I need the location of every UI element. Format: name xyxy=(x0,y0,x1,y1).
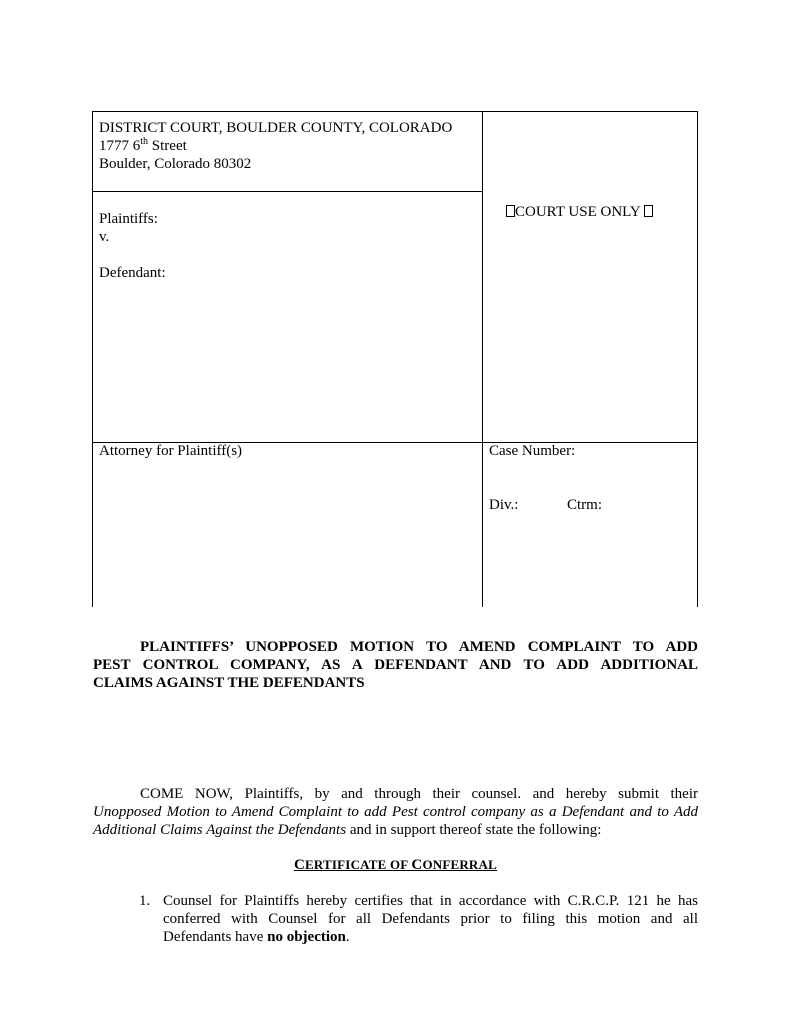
list-item-number: 1. xyxy=(139,893,151,909)
parties xyxy=(99,210,166,282)
attorney-label: Attorney for Plaintiff(s) xyxy=(99,443,243,459)
court-use-only-label: COURT USE ONLY xyxy=(515,204,641,220)
caption-right-border xyxy=(697,111,698,607)
defendant-label: Defendant: xyxy=(99,265,166,281)
intro-paragraph xyxy=(93,785,698,839)
title-line-1: PLAINTIFFS’ UNOPPOSED MOTION TO AMEND COMPLAINT TO ADD xyxy=(140,639,698,655)
title-line-2: PEST CONTROL COMPANY, AS A DEFENDANT AND TO ADD ADDITIONAL xyxy=(93,657,698,673)
versus-label: v. xyxy=(99,229,110,245)
caption-middle-divider xyxy=(482,111,483,607)
div-label: Div.: xyxy=(489,497,519,513)
section-heading-certificate: CERTIFICATE OF CONFERRAL xyxy=(293,857,497,873)
intro-line-3: Additional Claims Against the Defendants and in support thereof state the following: xyxy=(93,822,602,838)
court-name: DISTRICT COURT, BOULDER COUNTY, COLORADO xyxy=(99,120,453,136)
title-line-3: CLAIMS AGAINST THE DEFENDANTS xyxy=(93,675,365,691)
caption-top-border xyxy=(92,111,698,112)
intro-line-2: Unopposed Motion to Amend Complaint to add Pest control company as a Defendant and to Add xyxy=(93,804,698,820)
court-city: Boulder, Colorado 80302 xyxy=(99,156,252,172)
motion-title xyxy=(93,638,698,692)
court-info xyxy=(99,119,452,173)
ctrm-label: Ctrm: xyxy=(567,497,603,513)
box-glyph-icon xyxy=(506,205,515,217)
box-glyph-icon xyxy=(644,205,653,217)
caption-left-border xyxy=(92,111,93,607)
caption-court-divider xyxy=(92,191,483,192)
court-address: 1777 6th Street xyxy=(99,136,187,154)
case-caption-table xyxy=(92,111,698,607)
intro-line-1: COME NOW, Plaintiffs, by and through their counsel. and hereby submit their xyxy=(140,786,698,802)
court-use-only xyxy=(506,204,656,221)
case-number-label: Case Number: xyxy=(489,443,576,459)
list-item-text: Counsel for Plaintiffs hereby certifies that in accordance with C.R.C.P. 121 he has conferred with Counsel for all Defendants prior to filing this motion and all Defendants have no objection. xyxy=(163,893,698,945)
plaintiffs-label: Plaintiffs: xyxy=(99,211,158,227)
